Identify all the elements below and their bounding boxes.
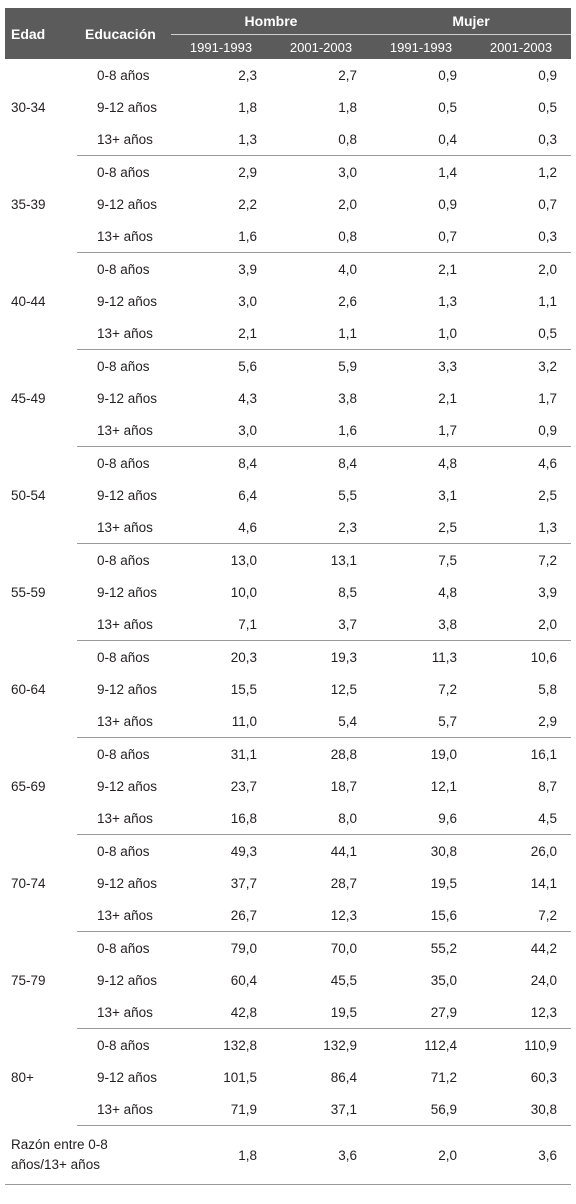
value-cell: 0,8	[271, 220, 371, 253]
education-label: 13+ años	[77, 317, 171, 350]
value-cell: 15,5	[230, 681, 257, 697]
value-cell: 0,3	[471, 123, 571, 156]
education-label: 9-12 años	[97, 487, 158, 503]
value-cell: 5,4	[271, 705, 371, 738]
education-label: 9-12 años	[97, 99, 158, 115]
value-cell: 30,8	[430, 843, 457, 859]
education-label: 9-12 años	[97, 972, 158, 988]
value-cell: 0,4	[371, 123, 471, 156]
value-cell: 5,8	[538, 681, 557, 697]
age-group-label: 40-44	[11, 293, 46, 309]
table-row	[5, 964, 571, 996]
education-label: 0-8 años	[97, 940, 150, 956]
table-row	[5, 738, 571, 771]
value-cell: 10,6	[530, 649, 557, 665]
value-cell: 3,9	[538, 584, 557, 600]
value-cell: 13,0	[230, 552, 257, 568]
value-cell: 19,5	[271, 996, 371, 1029]
value-cell: 0,9	[438, 67, 457, 83]
education-label: 13+ años	[77, 608, 171, 641]
age-group-label: 55-59	[11, 584, 46, 600]
table-row	[5, 350, 571, 383]
value-cell: 1,3	[171, 123, 271, 156]
table-row	[5, 932, 571, 965]
header-age: Edad	[5, 8, 77, 59]
value-cell: 112,4	[424, 1037, 457, 1053]
education-label: 9-12 años	[97, 390, 158, 406]
table-row	[5, 91, 571, 123]
value-cell: 2,1	[438, 390, 457, 406]
value-cell: 5,9	[338, 358, 357, 374]
value-cell: 11,0	[171, 705, 271, 738]
value-cell: 16,1	[530, 746, 557, 762]
ratio-value-cell: 1,8	[171, 1126, 271, 1185]
mortality-table	[5, 8, 571, 1185]
value-cell: 5,6	[238, 358, 257, 374]
education-label: 13+ años	[77, 802, 171, 835]
value-cell: 37,7	[230, 875, 257, 891]
age-group-label: 35-39	[11, 196, 46, 212]
value-cell: 9,6	[371, 802, 471, 835]
education-label: 0-8 años	[97, 1037, 150, 1053]
value-cell: 0,3	[471, 220, 571, 253]
table-row	[5, 188, 571, 220]
value-cell: 1,2	[538, 164, 557, 180]
table-row	[5, 641, 571, 674]
value-cell: 2,9	[238, 164, 257, 180]
value-cell: 3,2	[538, 358, 557, 374]
value-cell: 3,3	[438, 358, 457, 374]
education-label: 13+ años	[77, 899, 171, 932]
value-cell: 2,3	[271, 511, 371, 544]
value-cell: 19,3	[330, 649, 357, 665]
table-row	[5, 1029, 571, 1062]
value-cell: 60,4	[230, 972, 257, 988]
value-cell: 2,1	[438, 261, 457, 277]
value-cell: 15,6	[371, 899, 471, 932]
education-label: 0-8 años	[97, 261, 150, 277]
table-row	[5, 996, 571, 1029]
ratio-value-cell: 2,0	[371, 1126, 471, 1185]
education-label: 9-12 años	[97, 875, 158, 891]
value-cell: 2,0	[471, 608, 571, 641]
value-cell: 7,2	[438, 681, 457, 697]
value-cell: 4,8	[438, 584, 457, 600]
table-header	[5, 8, 571, 59]
value-cell: 2,2	[238, 196, 257, 212]
value-cell: 71,2	[430, 1069, 457, 1085]
value-cell: 20,3	[230, 649, 257, 665]
value-cell: 1,3	[438, 293, 457, 309]
value-cell: 10,0	[230, 584, 257, 600]
table-row	[5, 447, 571, 480]
value-cell: 28,8	[330, 746, 357, 762]
value-cell: 4,6	[538, 455, 557, 471]
value-cell: 26,0	[530, 843, 557, 859]
value-cell: 8,4	[338, 455, 357, 471]
education-label: 13+ años	[77, 705, 171, 738]
value-cell: 35,0	[430, 972, 457, 988]
value-cell: 27,9	[371, 996, 471, 1029]
value-cell: 8,0	[271, 802, 371, 835]
ratio-value-cell: 3,6	[271, 1126, 371, 1185]
value-cell: 4,5	[471, 802, 571, 835]
value-cell: 0,7	[371, 220, 471, 253]
education-label: 0-8 años	[97, 746, 150, 762]
value-cell: 2,5	[538, 487, 557, 503]
age-group-label: 30-34	[11, 99, 46, 115]
age-group-label: 50-54	[11, 487, 46, 503]
education-label: 13+ años	[77, 220, 171, 253]
value-cell: 3,1	[438, 487, 457, 503]
table-row	[5, 608, 571, 641]
value-cell: 23,7	[230, 778, 257, 794]
value-cell: 2,3	[238, 67, 257, 83]
value-cell: 60,3	[530, 1069, 557, 1085]
table-row	[5, 414, 571, 447]
value-cell: 71,9	[171, 1093, 271, 1126]
value-cell: 0,5	[471, 317, 571, 350]
value-cell: 0,9	[471, 414, 571, 447]
value-cell: 24,0	[530, 972, 557, 988]
value-cell: 2,9	[471, 705, 571, 738]
value-cell: 4,8	[438, 455, 457, 471]
table-row	[5, 317, 571, 350]
value-cell: 1,7	[538, 390, 557, 406]
table-row	[5, 285, 571, 317]
value-cell: 0,7	[538, 196, 557, 212]
value-cell: 12,3	[271, 899, 371, 932]
value-cell: 3,7	[271, 608, 371, 641]
value-cell: 132,9	[323, 1037, 357, 1053]
value-cell: 2,6	[338, 293, 357, 309]
value-cell: 3,0	[238, 293, 257, 309]
value-cell: 0,5	[538, 99, 557, 115]
education-label: 13+ años	[77, 996, 171, 1029]
value-cell: 7,1	[171, 608, 271, 641]
value-cell: 45,5	[330, 972, 357, 988]
age-group-label: 65-69	[11, 778, 46, 794]
value-cell: 1,1	[538, 293, 557, 309]
value-cell: 7,2	[471, 899, 571, 932]
value-cell: 1,7	[371, 414, 471, 447]
education-label: 0-8 años	[97, 552, 150, 568]
table-row	[5, 802, 571, 835]
value-cell: 5,5	[338, 487, 357, 503]
value-cell: 3,8	[371, 608, 471, 641]
value-cell: 49,3	[230, 843, 257, 859]
value-cell: 55,2	[430, 940, 457, 956]
value-cell: 14,1	[530, 875, 557, 891]
value-cell: 18,7	[330, 778, 357, 794]
table-row	[5, 123, 571, 156]
value-cell: 2,0	[338, 196, 357, 212]
table-row	[5, 59, 571, 91]
value-cell: 1,4	[438, 164, 457, 180]
value-cell: 6,4	[238, 487, 257, 503]
value-cell: 42,8	[171, 996, 271, 1029]
value-cell: 3,8	[338, 390, 357, 406]
header-education: Educación	[77, 8, 171, 59]
education-label: 0-8 años	[97, 67, 150, 83]
value-cell: 2,1	[171, 317, 271, 350]
value-cell: 5,7	[371, 705, 471, 738]
header-group-hombre: Hombre	[171, 8, 371, 35]
value-cell: 12,3	[471, 996, 571, 1029]
education-label: 13+ años	[77, 414, 171, 447]
education-label: 13+ años	[77, 1093, 171, 1126]
ratio-label: Razón entre 0-8 años/13+ años	[5, 1126, 171, 1185]
value-cell: 7,2	[538, 552, 557, 568]
header-group-mujer: Mujer	[371, 8, 571, 35]
value-cell: 1,1	[271, 317, 371, 350]
education-label: 13+ años	[77, 123, 171, 156]
value-cell: 37,1	[271, 1093, 371, 1126]
value-cell: 7,5	[438, 552, 457, 568]
value-cell: 1,3	[471, 511, 571, 544]
table-row	[5, 770, 571, 802]
education-label: 9-12 años	[97, 681, 158, 697]
education-label: 0-8 años	[97, 843, 150, 859]
education-label: 9-12 años	[97, 778, 158, 794]
value-cell: 3,9	[238, 261, 257, 277]
table-row	[5, 220, 571, 253]
value-cell: 44,1	[330, 843, 357, 859]
value-cell: 1,0	[371, 317, 471, 350]
age-group-label: 80+	[11, 1069, 34, 1085]
value-cell: 56,9	[371, 1093, 471, 1126]
value-cell: 13,1	[330, 552, 357, 568]
age-group-label: 75-79	[11, 972, 46, 988]
value-cell: 12,5	[330, 681, 357, 697]
education-label: 13+ años	[77, 511, 171, 544]
value-cell: 31,1	[230, 746, 257, 762]
table-body	[5, 59, 571, 1185]
age-group-label: 45-49	[11, 390, 46, 406]
value-cell: 12,1	[430, 778, 457, 794]
education-label: 9-12 años	[97, 584, 158, 600]
table-row	[5, 156, 571, 189]
table-row	[5, 479, 571, 511]
education-label: 0-8 años	[97, 649, 150, 665]
value-cell: 4,0	[338, 261, 357, 277]
value-cell: 0,9	[538, 67, 557, 83]
value-cell: 1,6	[271, 414, 371, 447]
value-cell: 19,0	[430, 746, 457, 762]
value-cell: 0,5	[438, 99, 457, 115]
value-cell: 3,0	[171, 414, 271, 447]
value-cell: 44,2	[530, 940, 557, 956]
table-row	[5, 867, 571, 899]
value-cell: 101,5	[223, 1069, 257, 1085]
value-cell: 1,8	[338, 99, 357, 115]
header-year: 2001-2003	[471, 35, 571, 60]
education-label: 0-8 años	[97, 164, 150, 180]
education-label: 0-8 años	[97, 455, 150, 471]
table-row	[5, 576, 571, 608]
age-group-label: 70-74	[11, 875, 46, 891]
value-cell: 79,0	[230, 940, 257, 956]
table-row	[5, 544, 571, 577]
value-cell: 1,6	[171, 220, 271, 253]
value-cell: 4,3	[238, 390, 257, 406]
education-label: 9-12 años	[97, 196, 158, 212]
table-row	[5, 511, 571, 544]
age-group-label: 60-64	[11, 681, 46, 697]
ratio-value-cell: 3,6	[471, 1126, 571, 1185]
value-cell: 19,5	[430, 875, 457, 891]
header-year: 1991-1993	[371, 35, 471, 60]
value-cell: 86,4	[330, 1069, 357, 1085]
table-row	[5, 382, 571, 414]
value-cell: 16,8	[171, 802, 271, 835]
value-cell: 8,4	[238, 455, 257, 471]
value-cell: 70,0	[330, 940, 357, 956]
value-cell: 8,5	[338, 584, 357, 600]
table-row	[5, 253, 571, 286]
table-row	[5, 899, 571, 932]
table-row	[5, 705, 571, 738]
value-cell: 2,5	[371, 511, 471, 544]
education-label: 0-8 años	[97, 358, 150, 374]
education-label: 9-12 años	[97, 1069, 158, 1085]
header-year: 1991-1993	[171, 35, 271, 60]
ratio-row	[5, 1126, 571, 1185]
value-cell: 1,8	[238, 99, 257, 115]
value-cell: 2,7	[338, 67, 357, 83]
value-cell: 110,9	[524, 1037, 557, 1053]
table-row	[5, 835, 571, 868]
value-cell: 0,8	[271, 123, 371, 156]
table-row	[5, 1061, 571, 1093]
value-cell: 3,0	[338, 164, 357, 180]
education-label: 9-12 años	[97, 293, 158, 309]
value-cell: 2,0	[538, 261, 557, 277]
value-cell: 28,7	[330, 875, 357, 891]
table-row	[5, 673, 571, 705]
value-cell: 30,8	[471, 1093, 571, 1126]
value-cell: 8,7	[538, 778, 557, 794]
value-cell: 11,3	[431, 649, 457, 665]
value-cell: 132,8	[223, 1037, 257, 1053]
header-year: 2001-2003	[271, 35, 371, 60]
value-cell: 26,7	[171, 899, 271, 932]
value-cell: 4,6	[171, 511, 271, 544]
value-cell: 0,9	[438, 196, 457, 212]
table-row	[5, 1093, 571, 1126]
